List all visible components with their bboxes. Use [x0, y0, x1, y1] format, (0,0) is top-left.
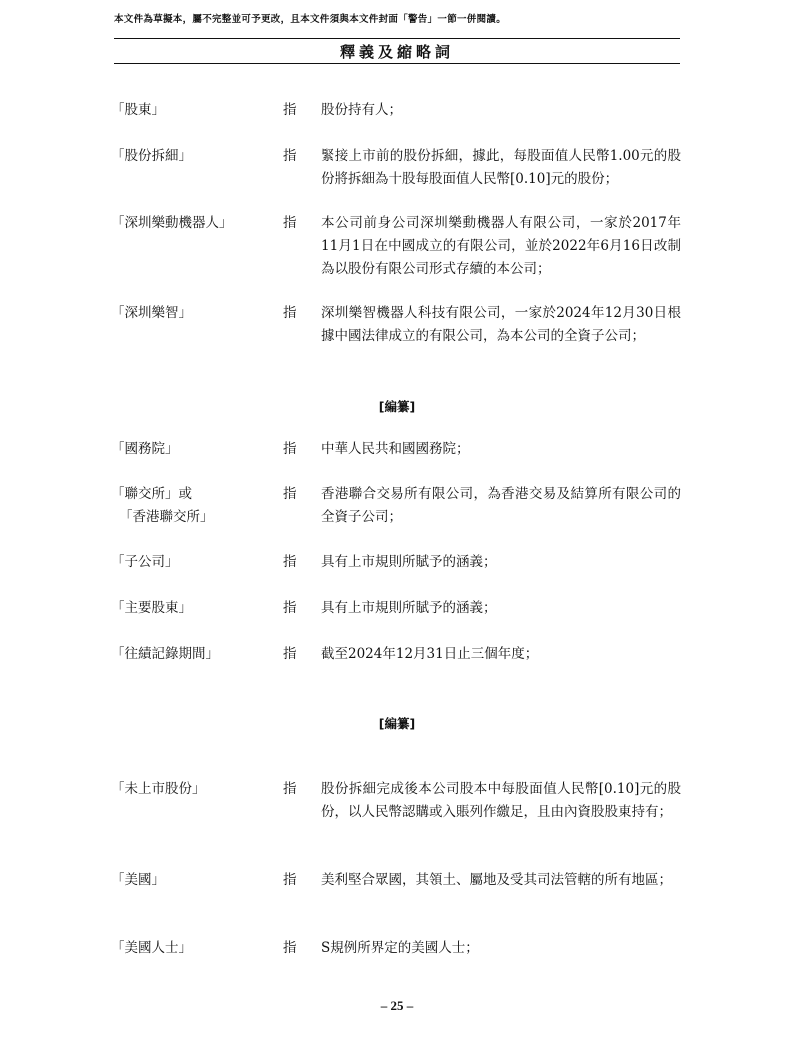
definition-term: 「股份拆細」 — [111, 148, 192, 164]
header-bottom-rule — [114, 63, 680, 64]
draft-notice: 本文件為草擬本，屬不完整並可予更改，且本文件須與本文件封面「警告」一節一併閱讀。 — [114, 14, 507, 25]
definition-text: 具有上市規則所賦予的涵義； — [321, 554, 497, 570]
definition-text: 具有上市規則所賦予的涵義； — [321, 600, 497, 616]
redacted-marker: [編纂] — [378, 399, 416, 414]
header-top-rule — [114, 38, 680, 39]
definition-term-line2: 「香港聯交所」 — [119, 509, 214, 525]
definition-term — [111, 483, 281, 529]
definition-term: 「子公司」 — [111, 554, 179, 570]
definition-term: 「美國人士」 — [111, 940, 192, 956]
definition-term: 「主要股東」 — [111, 600, 192, 616]
means-label: 指 — [283, 554, 297, 570]
means-label: 指 — [283, 441, 297, 457]
page-title: 釋義及縮略詞 — [339, 43, 454, 61]
definition-text: 股份持有人； — [321, 102, 402, 118]
definition-text: 中華人民共和國國務院； — [321, 441, 470, 457]
definition-term: 「深圳樂動機器人」 — [111, 215, 233, 231]
page-number: – 25 – — [380, 998, 414, 1013]
definition-term: 「國務院」 — [111, 441, 179, 457]
definition-text: 深圳樂智機器人科技有限公司，一家於2024年12月30日根據中國法律成立的有限公司，為本公司的全資子公司； — [321, 305, 681, 344]
means-label: 指 — [283, 305, 297, 321]
definition-term: 「往績記錄期間」 — [111, 646, 219, 662]
definition-term: 「未上市股份」 — [111, 781, 206, 797]
means-label: 指 — [283, 646, 297, 662]
definition-term: 「美國」 — [111, 872, 165, 888]
means-label: 指 — [283, 872, 297, 888]
definition-text: 緊接上市前的股份拆細，據此，每股面值人民幣1.00元的股份將拆細為十股每股面值人民幣[0.10]元的股份； — [321, 148, 681, 187]
means-label: 指 — [283, 102, 297, 118]
definition-term: 「深圳樂智」 — [111, 305, 192, 321]
means-label: 指 — [283, 940, 297, 956]
means-label: 指 — [283, 781, 297, 797]
means-label: 指 — [283, 148, 297, 164]
definition-text: S規例所界定的美國人士； — [321, 940, 479, 956]
definition-text: 美利堅合眾國，其領土、屬地及受其司法管轄的所有地區； — [321, 872, 672, 888]
definition-text: 截至2024年12月31日止三個年度； — [321, 646, 539, 662]
definition-term: 「股東」 — [111, 102, 165, 118]
means-label: 指 — [283, 486, 297, 502]
means-label: 指 — [283, 215, 297, 231]
definition-text: 股份拆細完成後本公司股本中每股面值人民幣[0.10]元的股份，以人民幣認購或入賬列作繳足，且由內資股股東持有； — [321, 781, 681, 820]
redacted-marker: [編纂] — [378, 716, 416, 731]
definition-text: 香港聯合交易所有限公司，為香港交易及結算所有限公司的全資子公司； — [321, 486, 681, 525]
means-label: 指 — [283, 600, 297, 616]
definition-text: 本公司前身公司深圳樂動機器人有限公司，一家於2017年11月1日在中國成立的有限公司，並於2022年6月16日改制為以股份有限公司形式存續的本公司； — [321, 215, 681, 277]
definition-term-line1: 「聯交所」或 — [111, 486, 192, 502]
